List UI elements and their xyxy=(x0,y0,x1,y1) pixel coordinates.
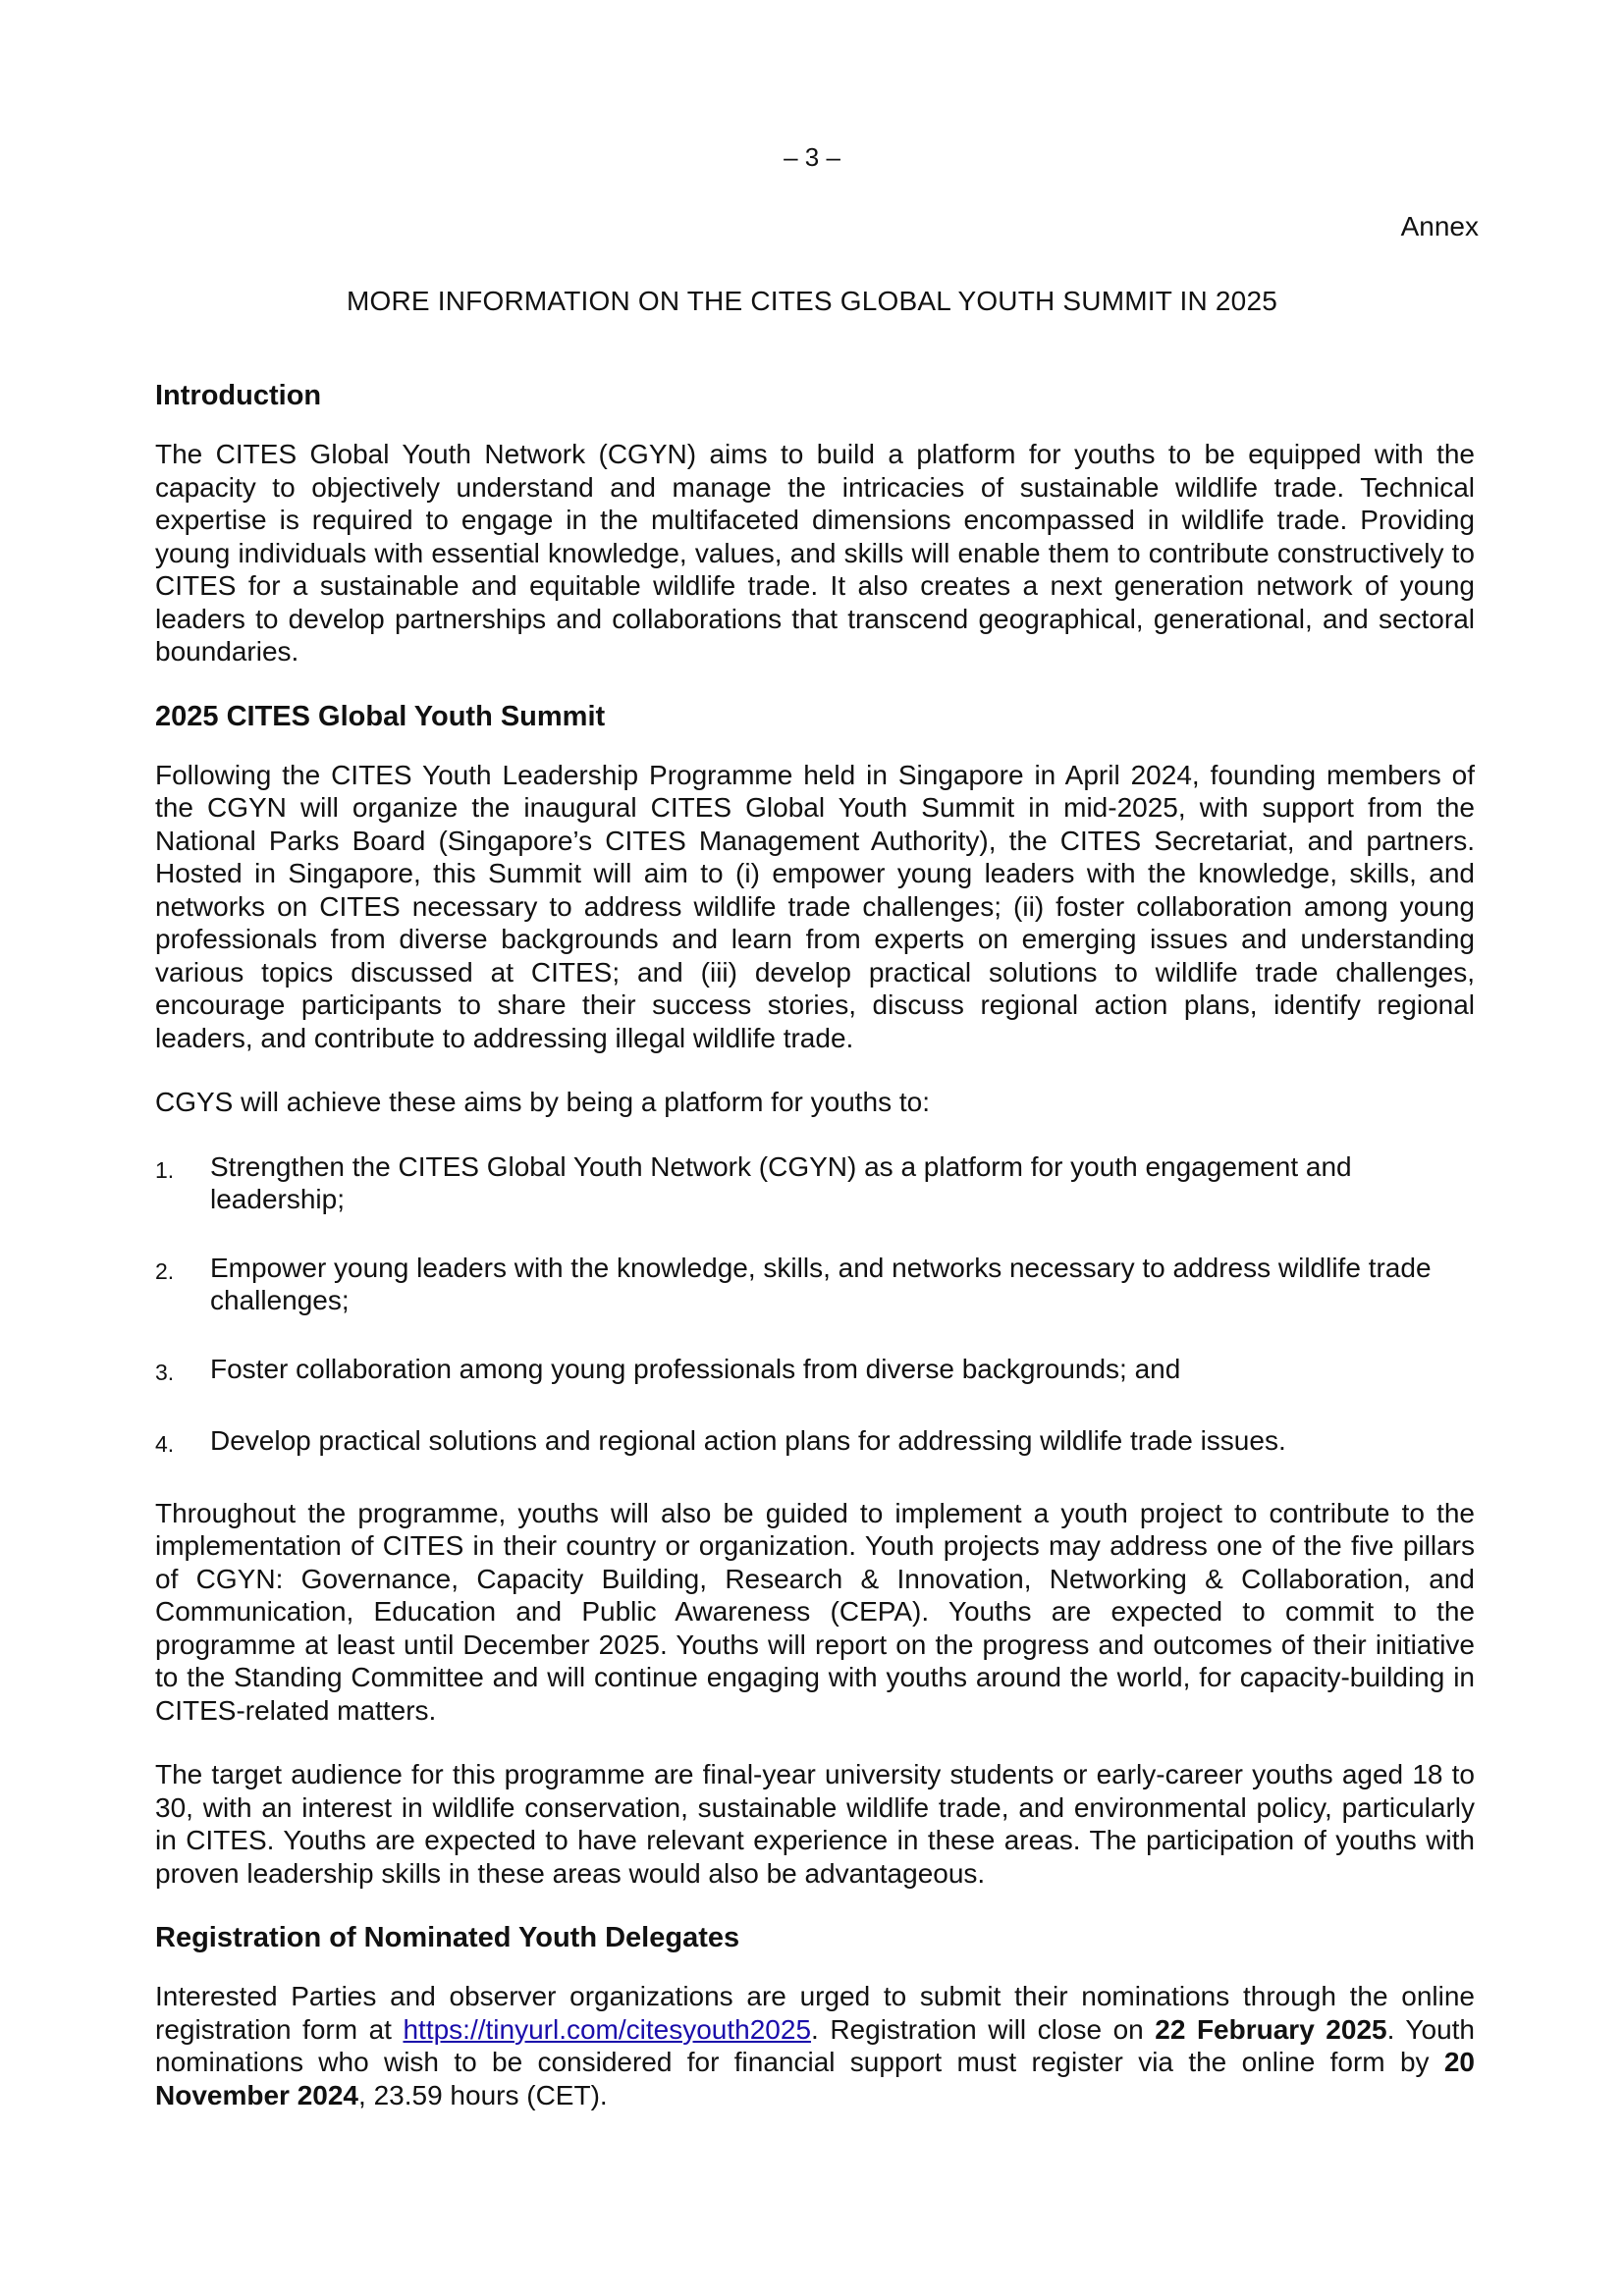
list-item xyxy=(155,1424,1475,1462)
summit-paragraph-4: The target audience for this programme are final-year university students or early-career youths aged 18 to 30, with an interest in wildlife conservation, sustainable wildlife trade, and environmental policy, particularly in CITES. Youths are expected to have relevant experience in these areas. The participation of youths with proven leadership skills in these areas would also be advantageous. xyxy=(155,1759,1475,1889)
introduction-paragraph: The CITES Global Youth Network (CGYN) aims to build a platform for youths to be equipped with the capacity to objectively understand and manage the intricacies of sustainable wildlife trade. Technical expertise is required to engage in the multifaceted dimensions encompassed in wildlife trade. Providing young individuals with essential knowledge, values, and skills will enable them to contribute constructively to CITES for a sustainable and equitable wildlife trade. It also creates a next generation network of young leaders to develop partnerships and collaborations that transcend geographical, generational, and sectoral boundaries. xyxy=(155,439,1475,667)
list-item-text: Foster collaboration among young professionals from diverse backgrounds; and xyxy=(210,1353,1181,1384)
registration-paragraph xyxy=(155,1980,1475,2111)
registration-text-2: . Registration will close on xyxy=(811,2013,1156,2045)
registration-text-4: , 23.59 hours (CET). xyxy=(358,2079,608,2110)
registration-text-1: Interested Parties and observer organizations are urged to submit their nominations through the online registration form at xyxy=(155,1981,1475,2045)
summit-paragraph-3: Throughout the programme, youths will also be guided to implement a youth project to contribute to the implementation of CITES in their country or organization. Youth projects may address one of the five pillars of CGYN: Governance, Capacity Building, Research & Innovation, Networking & Collaboration, and Communication, Education and Public Awareness (CEPA). Youths are expected to commit to the programme at least until December 2025. Youths will report on the progress and outcomes of their initiative to the Standing Committee and will continue engaging with youths around the world, for capacity-building in CITES-related matters. xyxy=(155,1497,1475,1726)
list-item xyxy=(155,1353,1475,1390)
registration-text-3: . Youth nominations who wish to be considered for financial support must register via the online form by xyxy=(155,2013,1476,2077)
page-number: – 3 – xyxy=(784,142,840,172)
aims-list xyxy=(155,1150,1475,1462)
list-item-number: 1. xyxy=(155,1156,175,1183)
annex-label: Annex xyxy=(1400,211,1479,241)
summit-paragraph-1: Following the CITES Youth Leadership Programme held in Singapore in April 2024, founding members of the CGYN will organize the inaugural CITES Global Youth Summit in mid-2025, with support from the National Parks Board (Singapore’s CITES Management Authority), the CITES Secretariat, and partners. Hosted in Singapore, this Summit will aim to (i) empower young leaders with the knowledge, skills, and networks on CITES necessary to address wildlife trade challenges; (ii) foster collaboration among young professionals from diverse backgrounds and learn from experts on emerging issues and understanding various topics discussed at CITES; and (iii) develop practical solutions to wildlife trade challenges, encourage participants to share their success stories, discuss regional action plans, identify regional leaders, and contribute to addressing illegal wildlife trade. xyxy=(155,759,1475,1053)
list-item-text: Develop practical solutions and regional action plans for addressing wildlife trade issues. xyxy=(210,1425,1286,1456)
summit-paragraph-2: CGYS will achieve these aims by being a platform for youths to: xyxy=(155,1087,931,1117)
list-item-number: 2. xyxy=(155,1257,175,1284)
registration-close-date: 22 February 2025 xyxy=(1155,2013,1387,2045)
financial-support-deadline: 20 November 2024 xyxy=(155,2047,1475,2110)
list-item xyxy=(155,1150,1475,1216)
list-item-number: 4. xyxy=(155,1431,175,1457)
list-item-text: Strengthen the CITES Global Youth Network (CGYN) as a platform for youth engagement and leadership; xyxy=(210,1150,1352,1214)
document-title: MORE INFORMATION ON THE CITES GLOBAL YOUTH SUMMIT IN 2025 xyxy=(347,286,1277,316)
registration-heading: Registration of Nominated Youth Delegates xyxy=(155,1922,740,1953)
list-item xyxy=(155,1252,1475,1317)
list-item-number: 3. xyxy=(155,1359,175,1385)
document-body xyxy=(155,379,1475,2143)
registration-link[interactable]: https://tinyurl.com/citesyouth2025 xyxy=(403,2013,812,2045)
summit-heading: 2025 CITES Global Youth Summit xyxy=(155,700,606,732)
introduction-heading: Introduction xyxy=(155,380,322,411)
list-item-text: Empower young leaders with the knowledge, skills, and networks necessary to address wildlife trade challenges; xyxy=(210,1252,1432,1315)
